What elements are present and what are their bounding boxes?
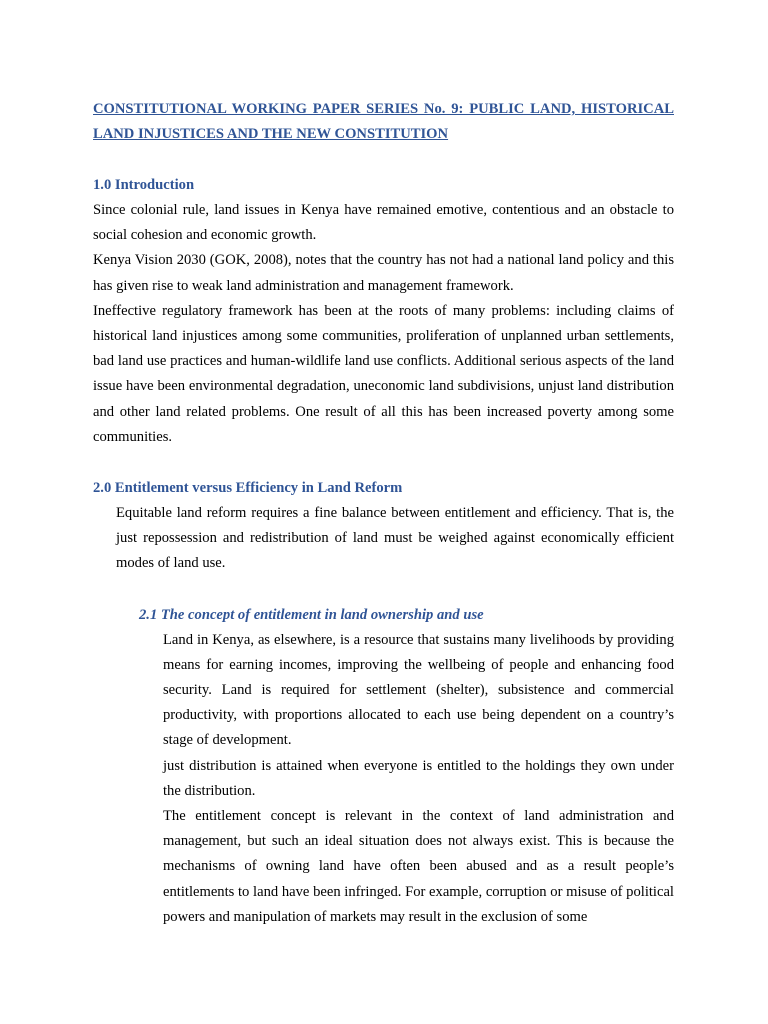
spacer: [93, 450, 674, 476]
paragraph: just distribution is attained when everyone is entitled to the holdings they own under the distribution.: [163, 757, 674, 799]
paragraph: Equitable land reform requires a fine balance between entitlement and efficiency. That is, the just repossession and redistribution of land must be weighed against economically efficient modes of land use.: [116, 505, 674, 572]
subsection-heading-entitlement-concept: 2.1 The concept of entitlement in land ownership and use: [139, 606, 484, 623]
paragraph: Land in Kenya, as elsewhere, is a resource that sustains many livelihoods by providing means for earning incomes, improving the wellbeing of people and enhancing food security. Land is required for settlement (shelter), subsistence and commercial productivity, with proportions allocated to each use being dependent on a country’s stage of development.: [163, 631, 674, 749]
document-page: [93, 97, 674, 930]
paragraph: Since colonial rule, land issues in Kenya have remained emotive, contentious and an obstacle to social cohesion and economic growth.: [93, 202, 674, 244]
spacer: [93, 147, 674, 173]
paragraph: Ineffective regulatory framework has been at the roots of many problems: including claims of historical land injustices among some communities, proliferation of unplanned urban settlements, bad land use practices and human-wildlife land use conflicts. Additional serious aspects of the land issue have been environmental degradation, uneconomic land subdivisions, unjust land distribution and other land related problems. One result of all this has been increased poverty among some communities.: [93, 302, 674, 445]
spacer: [93, 577, 674, 603]
paragraph: Kenya Vision 2030 (GOK, 2008), notes that the country has not had a national land policy and this has given rise to weak land administration and management framework.: [93, 252, 674, 294]
section-heading-entitlement: 2.0 Entitlement versus Efficiency in Land Reform: [93, 480, 403, 497]
document-title: CONSTITUTIONAL WORKING PAPER SERIES No. 9: PUBLIC LAND, HISTORICAL LAND INJUSTICES AND THE NEW CONSTITUTION: [93, 101, 674, 142]
section-heading-introduction: 1.0 Introduction: [93, 177, 195, 193]
paragraph: The entitlement concept is relevant in the context of land administration and management, but such an ideal situation does not always exist. This is because the mechanisms of owning land have often been abused and as a result people’s entitlements to land have been infringed. For example, corruption or misuse of political powers and manipulation of markets may result in the exclusion of some: [163, 808, 674, 925]
